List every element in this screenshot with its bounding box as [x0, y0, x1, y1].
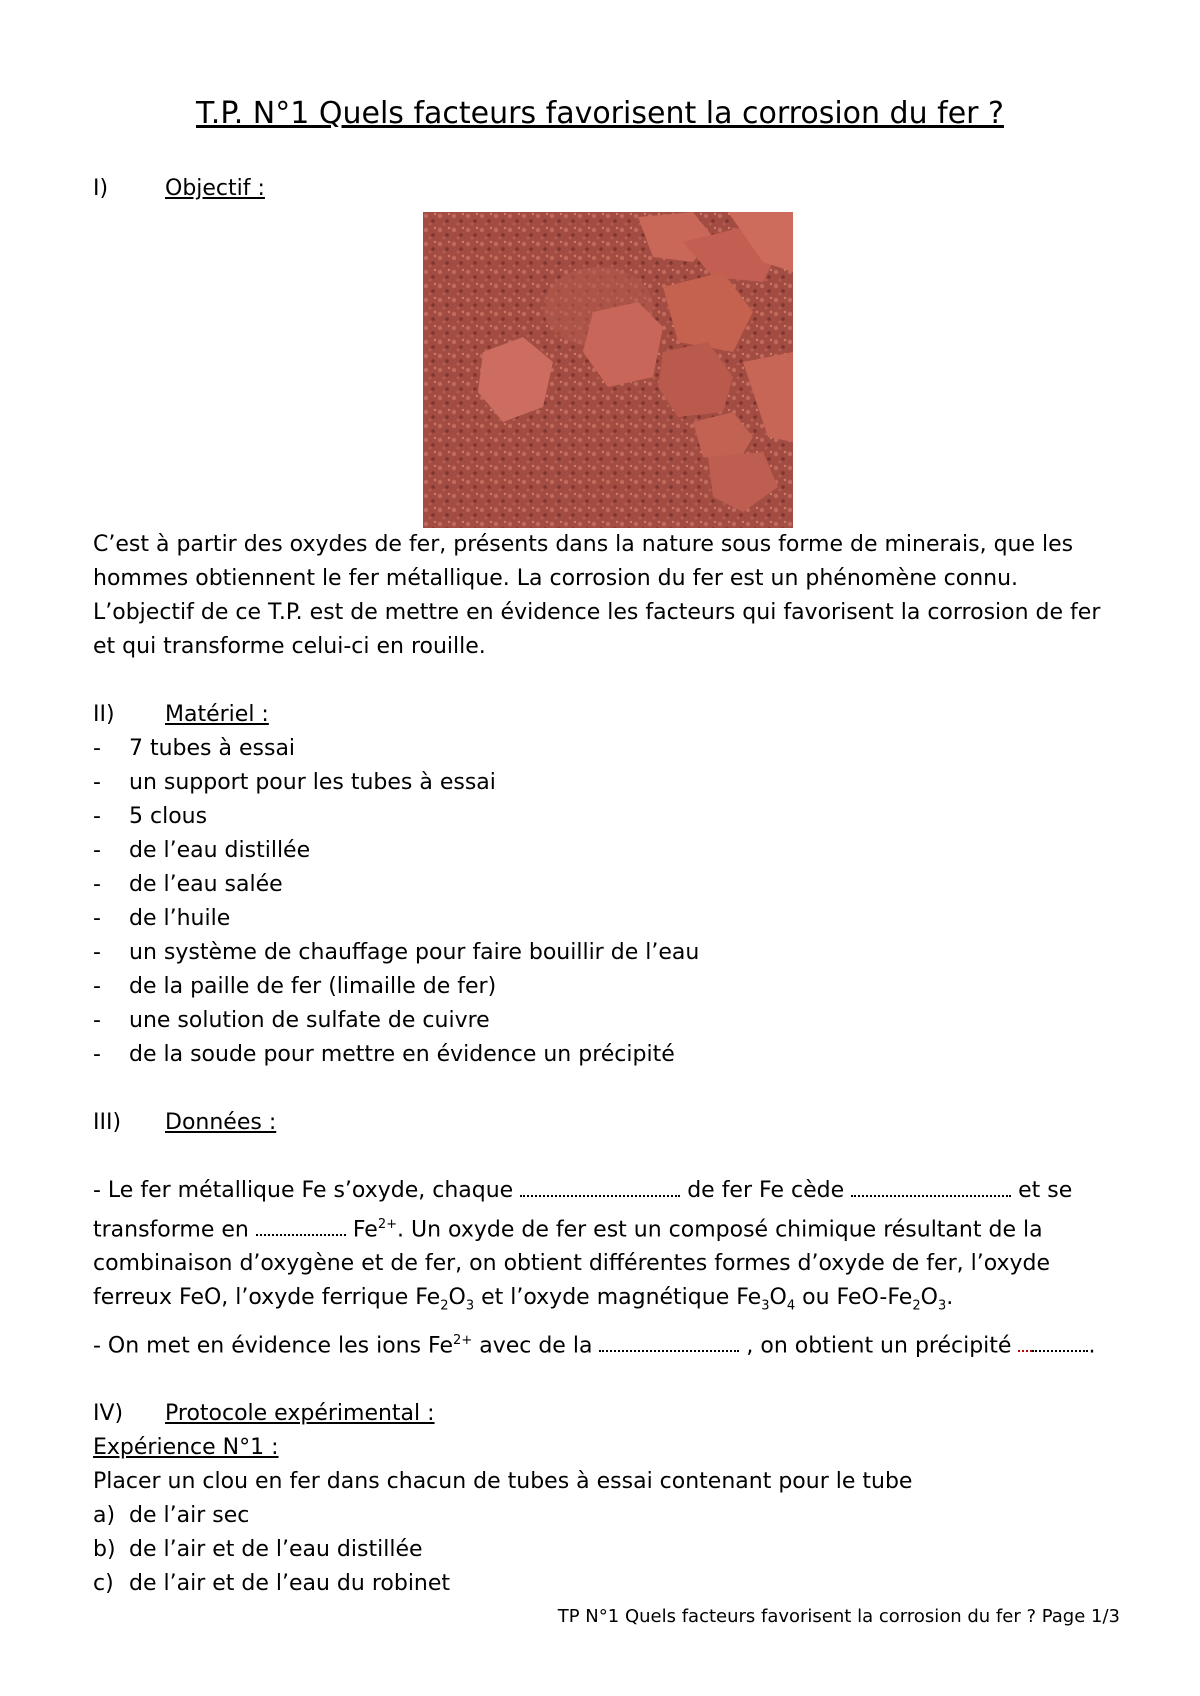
experiment-cases — [93, 1499, 1123, 1601]
list-item: - de l’huile — [93, 906, 231, 931]
fill-blank[interactable] — [1032, 1332, 1088, 1352]
list-item: - 5 clous — [93, 804, 208, 829]
section-protocole-heading — [93, 1397, 1123, 1431]
experiment-intro: Placer un clou en fer dans chacun de tubes à essai contenant pour le tube — [93, 1469, 913, 1495]
fill-blank[interactable] — [520, 1177, 680, 1197]
list-item: b) de l’air et de l’eau distillée — [93, 1537, 423, 1563]
section-objectif-heading — [93, 172, 1123, 206]
list-item: - une solution de sulfate de cuivre — [93, 1008, 490, 1033]
list-item: - de la soude pour mettre en évidence un précipité — [93, 1042, 675, 1067]
list-item: - un support pour les tubes à essai — [93, 770, 496, 795]
section-title: Données : — [165, 1110, 277, 1135]
objectif-paragraph: C’est à partir des oxydes de fer, présents dans la nature sous forme de minerais, que les hommes obtiennent le fer métallique. La corrosion du fer est un phénomène connu. L’objectif de ce T.P. est de mettre en évidence les facteurs qui favorisent la corrosion de fer et qui transforme celui-ci en rouille. — [93, 532, 1101, 659]
section-title: Objectif : — [165, 176, 265, 201]
red-mark — [1018, 1332, 1032, 1352]
materials-list — [93, 732, 1123, 1072]
section-donnees-heading — [93, 1106, 1123, 1140]
fill-blank[interactable] — [851, 1177, 1011, 1197]
fill-blank[interactable] — [256, 1216, 346, 1236]
list-item: - un système de chauffage pour faire bouillir de l’eau — [93, 940, 700, 965]
list-item: a) de l’air sec — [93, 1503, 250, 1529]
fill-blank[interactable] — [599, 1332, 739, 1352]
list-item: - de la paille de fer (limaille de fer) — [93, 974, 497, 999]
page-footer: TP N°1 Quels facteurs favorisent la corrosion du fer ? Page 1/3 — [557, 1606, 1120, 1627]
document-body — [93, 172, 1123, 1601]
section-number: IV) — [93, 1401, 124, 1427]
section-number: III) — [93, 1110, 122, 1135]
section-number: II) — [93, 702, 115, 727]
page-title: T.P. N°1 Quels facteurs favorisent la corrosion du fer ? — [196, 96, 1004, 131]
donnees-paragraph-2: - On met en évidence les ions $Fe^{2+}$ avec de la , on obtient un précipité . — [93, 1332, 1096, 1359]
donnees-paragraph-1: - Le fer métallique Fe s’oxyde, chaque de fer Fe cède et se transforme en $Fe^{2+}$. Un oxyde de fer est un composé chimique résultant de la combinaison d’oxygène et de fer, on obtient différentes formes d’oxyde de fer, l’oxyde ferreux FeO, l’oxyde ferrique $Fe_2O_3$ et l’oxyde magnétique $Fe_3O_4$ ou FeO-$Fe_2O_3$. — [93, 1178, 1073, 1314]
section-materiel-heading — [93, 698, 1123, 732]
list-item: - 7 tubes à essai — [93, 736, 296, 761]
section-title: Protocole expérimental : — [165, 1401, 435, 1427]
experiment-title: Expérience N°1 : — [93, 1435, 279, 1461]
list-item: c) de l’air et de l’eau du robinet — [93, 1571, 451, 1597]
section-title: Matériel : — [165, 702, 269, 727]
section-number: I) — [93, 176, 109, 201]
list-item: - de l’eau distillée — [93, 838, 311, 863]
list-item: - de l’eau salée — [93, 872, 283, 897]
iron-ore-photo — [423, 212, 793, 528]
